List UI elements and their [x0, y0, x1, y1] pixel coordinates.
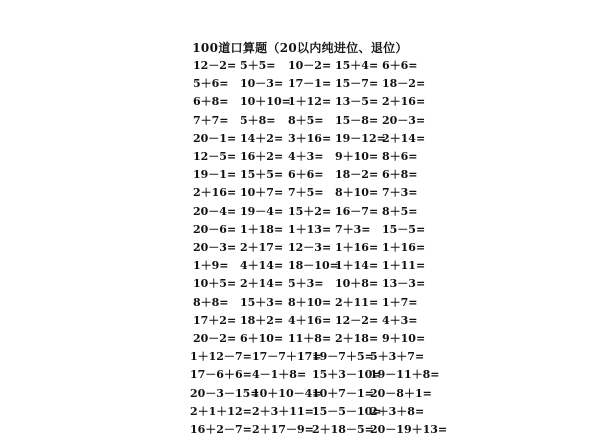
problem-item: 18＋2=: [240, 313, 284, 327]
problem-item: 5＋6=: [193, 77, 229, 91]
problem-row: [0, 421, 600, 439]
problem-row: [0, 221, 600, 239]
problem-item: 7＋7=: [193, 113, 229, 127]
problem-item: 5＋8=: [240, 113, 276, 127]
problem-item: 15－7=: [335, 77, 379, 91]
problem-item: 15－5－10=: [312, 404, 382, 418]
problem-item: 6＋8=: [193, 95, 229, 109]
problem-item: 5＋3＋7=: [370, 350, 425, 364]
problem-item: 6＋6=: [382, 59, 418, 72]
problem-item: 4＋3=: [382, 313, 418, 327]
problem-item: 19－4=: [240, 204, 284, 218]
problem-item: 10－2=: [288, 59, 332, 72]
problem-item: 6＋10=: [240, 332, 284, 345]
problem-item: 7＋3=: [335, 222, 371, 236]
problem-item: 5＋3=: [288, 277, 324, 291]
problem-item: 17＋2=: [193, 313, 237, 327]
problem-item: 20－3－15=: [190, 386, 260, 400]
problem-row: [0, 203, 600, 221]
problem-item: 15＋3=: [240, 295, 284, 309]
problem-item: 20－4=: [193, 204, 237, 218]
problem-item: 20－6=: [193, 222, 237, 236]
problem-item: 2＋14=: [382, 131, 426, 145]
problem-item: 19－7＋5=: [312, 350, 374, 364]
problem-item: 1＋13=: [288, 222, 332, 236]
problem-item: 6＋6=: [288, 168, 324, 182]
problem-item: 2＋11=: [335, 295, 379, 309]
problem-item: 10＋10=: [240, 95, 291, 109]
problem-item: 16＋2=: [240, 150, 284, 163]
problem-item: 19－1=: [193, 168, 237, 182]
problem-item: 2＋16=: [382, 95, 426, 109]
problem-item: 4－1＋8=: [252, 368, 307, 382]
problem-item: 13－5=: [335, 95, 379, 109]
problem-item: 9＋10=: [382, 332, 426, 345]
problem-item: 19－11＋8=: [370, 368, 440, 382]
problem-row: [0, 130, 600, 148]
problem-item: 1＋12－7=: [190, 350, 252, 364]
problem-item: 1＋9=: [193, 259, 229, 273]
problem-item: 8＋6=: [382, 150, 418, 163]
problem-item: 8＋8=: [193, 295, 229, 309]
problem-item: 17－1=: [288, 77, 332, 91]
problem-item: 10＋10－4=: [252, 386, 322, 400]
problem-item: 8＋10=: [288, 295, 332, 309]
problem-item: 1＋16=: [335, 241, 379, 254]
problem-item: 14＋2=: [240, 131, 284, 145]
problem-item: 1＋7=: [382, 295, 418, 309]
problem-item: 10＋8=: [335, 277, 379, 291]
problem-row: [0, 112, 600, 130]
problem-item: 17－6＋6=: [190, 368, 252, 382]
problem-item: 6＋8=: [382, 168, 418, 182]
problem-item: 8＋5=: [382, 204, 418, 218]
problem-row: [0, 366, 600, 384]
problem-item: 12－2=: [193, 59, 237, 72]
problem-item: 18－2=: [335, 168, 379, 182]
problem-row: [0, 93, 600, 111]
problem-row: [0, 148, 600, 166]
problem-item: 10＋7=: [240, 186, 284, 200]
problem-item: 2＋14=: [240, 277, 284, 291]
problem-item: 16＋2－7=: [190, 423, 252, 436]
problem-row: [0, 257, 600, 275]
problem-row: [0, 166, 600, 184]
problem-item: 8＋5=: [288, 113, 324, 127]
problem-item: 4＋16=: [288, 313, 332, 327]
problem-item: 15＋5=: [240, 168, 284, 182]
problem-row: [0, 294, 600, 312]
problem-item: 20－3=: [193, 241, 237, 254]
problem-item: 2＋3＋11=: [252, 404, 314, 418]
problem-item: 18－10=: [288, 259, 339, 273]
problem-row: [0, 330, 600, 348]
problem-item: 15－8=: [335, 113, 379, 127]
problem-item: 15＋4=: [335, 59, 379, 72]
problem-item: 11＋8=: [288, 332, 332, 345]
problem-item: 9＋10=: [335, 150, 379, 163]
problem-item: 7＋3=: [382, 186, 418, 200]
problem-item: 3＋16=: [288, 131, 332, 145]
problem-item: 15＋3－10=: [312, 368, 382, 382]
problem-item: 15＋2=: [288, 204, 332, 218]
problem-row: [0, 275, 600, 293]
problem-item: 12－3=: [288, 241, 332, 254]
problem-item: 2＋17－9=: [252, 423, 314, 436]
problem-item: 5＋5=: [240, 59, 276, 72]
problem-row: [0, 57, 600, 75]
problem-item: 20－8＋1=: [370, 386, 432, 400]
problem-item: 4＋14=: [240, 259, 284, 273]
problem-item: 10＋5=: [193, 277, 237, 291]
problem-item: 20－19＋13=: [370, 423, 448, 436]
problem-item: 10＋7－1=: [312, 386, 374, 400]
problem-item: 2＋17=: [240, 241, 284, 254]
problem-item: 20－1=: [193, 131, 237, 145]
problem-item: 2＋18－5=: [312, 423, 374, 436]
problem-item: 1＋18=: [240, 222, 284, 236]
problem-row: [0, 403, 600, 421]
problem-row: [0, 75, 600, 93]
problem-item: 12－2=: [335, 313, 379, 327]
problem-item: 13－3=: [382, 277, 426, 291]
problem-row: [0, 348, 600, 366]
problem-item: 16－7=: [335, 204, 379, 218]
problem-item: 2＋18=: [335, 332, 379, 345]
problem-item: 18－2=: [382, 77, 426, 91]
problem-item: 10－3=: [240, 77, 284, 91]
problem-item: 8＋10=: [335, 186, 379, 200]
problem-item: 17－7＋17=: [252, 350, 322, 364]
problem-item: 2＋3＋8=: [370, 404, 425, 418]
problem-row: [0, 312, 600, 330]
problem-item: 1＋12=: [288, 95, 332, 109]
problem-item: 2＋1＋12=: [190, 404, 252, 418]
problem-item: 1＋16=: [382, 241, 426, 254]
problem-item: 1＋14=: [335, 259, 379, 273]
problem-item: 19－12=: [335, 131, 386, 145]
problem-item: 2＋16=: [193, 186, 237, 200]
problem-item: 12－5=: [193, 150, 237, 163]
problem-item: 15－5=: [382, 222, 426, 236]
problem-row: [0, 184, 600, 202]
problem-row: [0, 239, 600, 257]
worksheet-title: 100道口算题（20以内纯进位、退位）: [192, 41, 408, 55]
problem-item: 4＋3=: [288, 150, 324, 163]
problem-item: 7＋5=: [288, 186, 324, 200]
problem-item: 20－2=: [193, 332, 237, 345]
problem-item: 1＋11=: [382, 259, 426, 273]
problem-item: 20－3=: [382, 113, 426, 127]
